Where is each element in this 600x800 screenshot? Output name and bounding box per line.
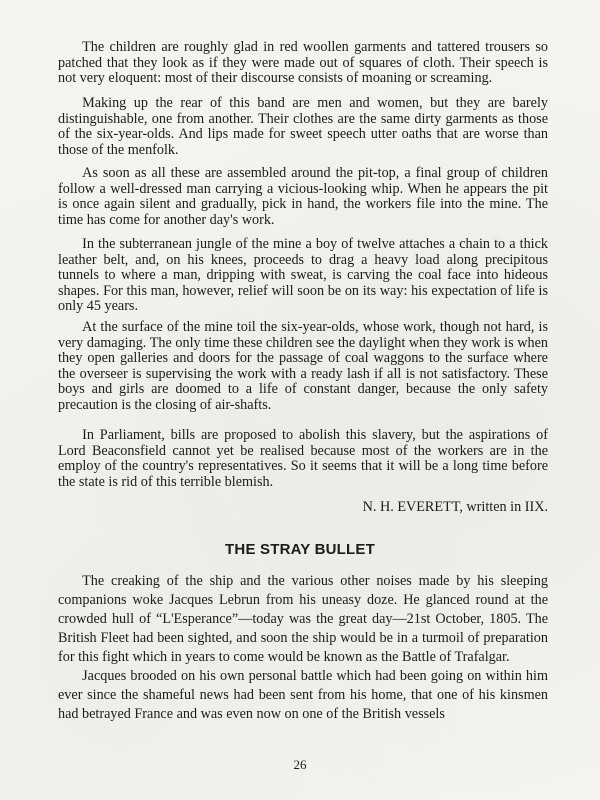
- paragraph-pit-top: As soon as all these are assembled around the pit-top, a final group of children follow a well-dressed man carrying a vicious-looking whip. When he appears the pit is once again silent and gradually, pick in hand, the workers file into the mine. The time has come for another day's work.: [58, 165, 548, 228]
- paragraph-surface-work: At the surface of the mine toil the six-year-olds, whose work, though not hard, is very damaging. The only time these children see the daylight when they work is when they open galleries and doors for the passage of coal waggons to the surface where the overseer is supervising the work with a ready lash if all is not satisfactory. These boys and girls are doomed to a life of constant danger, because the only safety precaution is the closing of air-shafts.: [58, 319, 548, 413]
- story-heading: THE STRAY BULLET: [225, 541, 375, 558]
- paragraph-subterranean-mine: In the subterranean jungle of the mine a boy of twelve attaches a chain to a thick leather belt, and, on his knees, proceeds to drag a heavy load along precipitous tunnels to where a man, dripping with sweat, is carving the coal face into hideous shapes. For this man, however, relief will soon be on its way: his expectation of life is only 45 years.: [58, 236, 548, 314]
- story-paragraph-opening: The creaking of the ship and the various other noises made by his sleeping companions woke Jacques Lebrun from his uneasy doze. He glanced round at the crowded hull of “L'Esperance”—today was the great day—21st October, 1805. The British Fleet had been sighted, and soon the ship would be in a turmoil of preparation for this fight which in years to come would be known as the Battle of Trafalgar.: [58, 573, 548, 665]
- page-number: 26: [293, 757, 307, 772]
- paragraph-parliament: In Parliament, bills are proposed to abolish this slavery, but the aspirations of Lord Beaconsfield cannot yet be realised because most of the workers are in the employ of the country's representatives. So it seems that it will be a long time before the state is rid of this terrible blemish.: [58, 427, 548, 490]
- story-paragraph-jacques: Jacques brooded on his own personal battle which had been going on within him ever since the shameful news had been sent from his home, that one of his kinsmen had betrayed France and was even now on one of the British vessels: [58, 668, 548, 722]
- paragraph-children-clothing: The children are roughly glad in red woollen garments and tattered trousers so patched that they look as if they were made out of squares of cloth. Their speech is not very eloquent: most of their discourse consists of moaning or screaming.: [58, 39, 548, 86]
- paragraph-men-and-women: Making up the rear of this band are men and women, but they are barely distinguishable, one from another. Their clothes are the same dirty garments as those of the six-year-olds. And lips made for sweet speech utter oaths that are worse than those of the menfolk.: [58, 95, 548, 158]
- author-signature: N. H. EVERETT, written in IIX.: [362, 499, 548, 515]
